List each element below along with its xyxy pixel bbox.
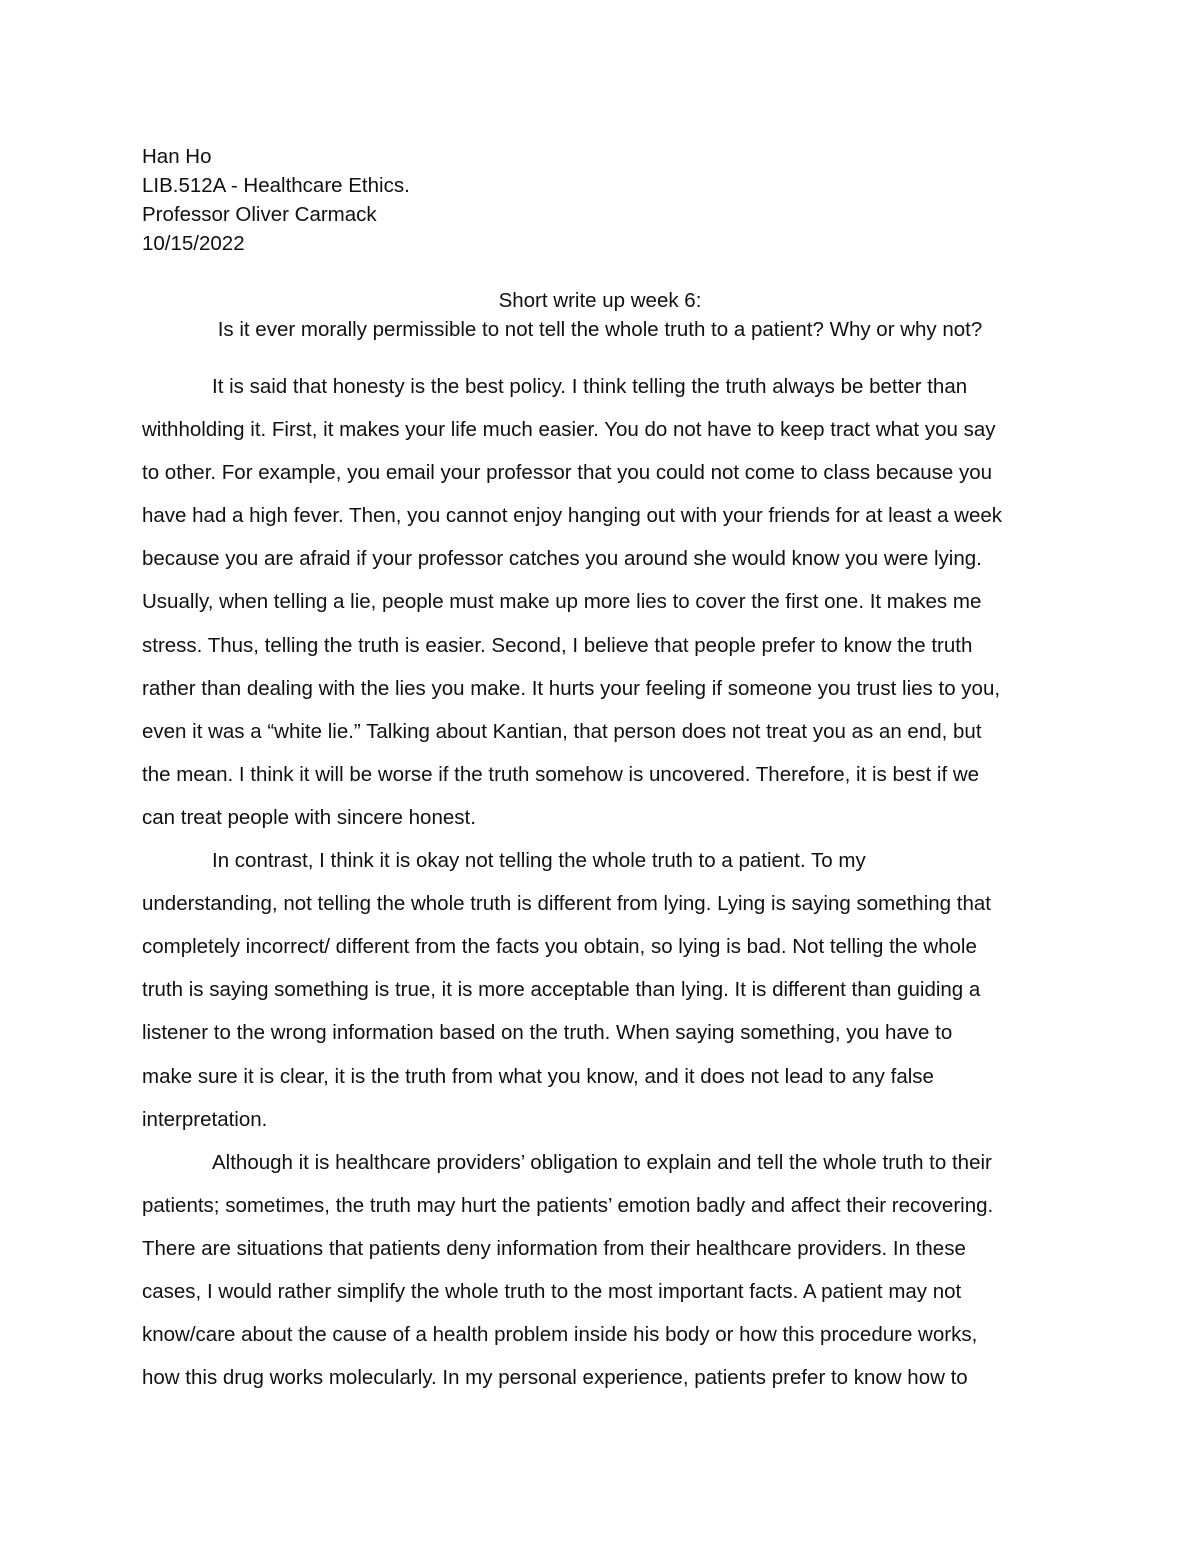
paragraph-line: Although it is healthcare providers’ obligation to explain and tell the whole truth to their [212,1150,992,1174]
paragraph-line: make sure it is clear, it is the truth from what you know, and it does not lead to any false [142,1064,934,1088]
paragraph-line: listener to the wrong information based on the truth. When saying something, you have to [142,1021,953,1045]
paragraph-line: rather than dealing with the lies you make. It hurts your feeling if someone you trust lies to you, [142,676,1001,700]
paragraph-line: It is said that honesty is the best policy. I think telling the truth always be better than [212,375,968,398]
professor-name: Professor Oliver Carmack [142,203,377,226]
paragraph-line: understanding, not telling the whole truth is different from lying. Lying is saying something that [142,892,991,916]
document-date: 10/15/2022 [142,232,245,255]
paragraph-line: even it was a “white lie.” Talking about Kantian, that person does not treat you as an end, but [142,719,982,743]
paragraph-line: can treat people with sincere honest. [142,805,476,829]
document-title [142,286,1058,344]
paragraph-line: patients; sometimes, the truth may hurt the patients’ emotion badly and affect their recovering. [142,1193,994,1217]
paragraph [142,839,1058,1141]
paragraph-line: withholding it. First, it makes your life much easier. You do not have to keep tract what you say [142,418,996,442]
paragraph-line: completely incorrect/ different from the facts you obtain, so lying is bad. Not telling the whole [142,935,977,959]
paragraph-line: In contrast, I think it is okay not telling the whole truth to a patient. To my [212,849,866,873]
paragraph-line: stress. Thus, telling the truth is easier. Second, I believe that people prefer to know the truth [142,633,973,657]
paragraph-line: cases, I would rather simplify the whole truth to the most important facts. A patient may not [142,1279,962,1303]
paragraph-line: know/care about the cause of a health problem inside his body or how this procedure works, [142,1323,978,1347]
course-name: LIB.512A - Healthcare Ethics. [142,174,410,197]
paragraph-line: have had a high fever. Then, you cannot enjoy hanging out with your friends for at least a week [142,504,1003,528]
paragraph-line: truth is saying something is true, it is more acceptable than lying. It is different than guiding a [142,978,981,1002]
title-line: Short write up week 6: [498,289,702,312]
paragraph-line: how this drug works molecularly. In my personal experience, patients prefer to know how to [142,1366,968,1390]
paragraph-line: Usually, when telling a lie, people must make up more lies to cover the first one. It makes me [142,590,982,614]
paragraph-line: to other. For example, you email your professor that you could not come to class because you [142,461,993,485]
author-name: Han Ho [142,145,212,168]
document-body [142,365,1058,1399]
paragraph [142,365,1058,839]
paragraph-line: because you are afraid if your professor catches you around she would know you were lying. [142,547,982,571]
document-header [142,142,1062,258]
paragraph-line: interpretation. [142,1107,268,1131]
paragraph-line: There are situations that patients deny information from their healthcare providers. In these [142,1236,966,1260]
paragraph-line: the mean. I think it will be worse if the truth somehow is uncovered. Therefore, it is best if we [142,762,980,786]
paragraph [142,1141,1058,1400]
subtitle-question: Is it ever morally permissible to not tell the whole truth to a patient? Why or why not? [217,318,983,341]
